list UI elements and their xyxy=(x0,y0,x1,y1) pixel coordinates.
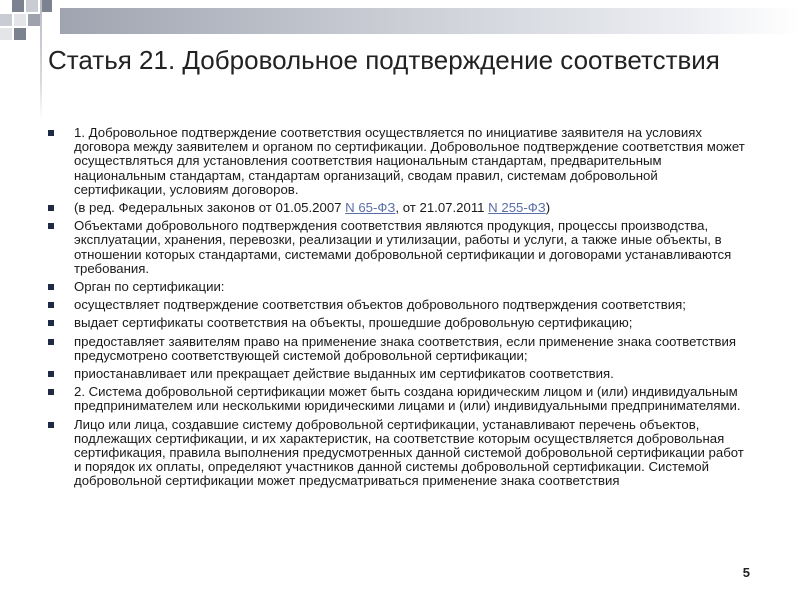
bullet-marker xyxy=(48,205,54,211)
slide-title: Статья 21. Добровольное подтверждение соответствия xyxy=(48,45,720,75)
bullet-marker xyxy=(48,284,54,290)
item-text: Орган по сертификации: xyxy=(74,279,225,295)
list-item xyxy=(48,298,752,312)
law-link-255[interactable]: N 255-ФЗ xyxy=(488,200,546,216)
slide-number: 5 xyxy=(742,565,750,580)
header-gradient-band xyxy=(60,8,800,34)
list-item xyxy=(48,126,752,197)
item-text: предоставляет заявителям право на применение знака соответствия, если применение знака соответствия предусмотрено соответствующей системой добровольной сертификации; xyxy=(74,333,737,363)
list-item xyxy=(48,335,752,363)
deco-square xyxy=(12,0,24,12)
item-text: Объектами добровольного подтверждения соответствия являются продукция, процессы производства, эксплуатации, хранения, перевозки, реализации и утилизации, работы и услуги, а также иные объекты, в отношении которых стандартами, системами добровольной сертификации и договорами устанавливаются требования. xyxy=(74,218,732,276)
deco-square xyxy=(0,28,12,40)
bullet-marker xyxy=(48,339,54,345)
deco-square xyxy=(14,14,26,26)
list-item xyxy=(48,219,752,276)
list-item xyxy=(48,201,752,215)
item-text: выдает сертификаты соответствия на объекты, прошедшие добровольную сертификацию; xyxy=(74,315,633,331)
list-item xyxy=(48,280,752,294)
list-item xyxy=(48,367,752,381)
bullet-marker xyxy=(48,371,54,377)
list-item xyxy=(48,418,752,489)
item-text-mid: , от 21.07.2011 xyxy=(395,200,489,216)
law-link-65[interactable]: N 65-ФЗ xyxy=(345,200,396,216)
bullet-marker xyxy=(48,389,54,395)
bullet-marker xyxy=(48,130,54,136)
left-vertical-line xyxy=(40,0,42,120)
deco-square xyxy=(28,14,40,26)
list-item xyxy=(48,316,752,330)
item-text: 1. Добровольное подтверждение соответствия осуществляется по инициативе заявителя на условиях договора между заявителем и органом по сертификации. Добровольное подтверждение соответствия может осуществляться для установления соответствия национальным стандартам, предварительным национальным стандартам, стандартам организаций, сводам правил, системам добровольной сертификации, условиям договоров. xyxy=(74,125,745,197)
item-text-pre: (в ред. Федеральных законов от 01.05.2007 xyxy=(74,200,346,216)
item-text: осуществляет подтверждение соответствия объектов добровольного подтверждения соответствия; xyxy=(74,297,686,313)
item-text: приостанавливает или прекращает действие выданных им сертификатов соответствия. xyxy=(74,366,614,382)
bullet-marker xyxy=(48,223,54,229)
item-text: Лицо или лица, создавшие систему добровольной сертификации, устанавливают перечень объектов, подлежащих сертификации, и их характеристик, на соответствие которым осуществляется добровольная сертификация, правила выполнения предусмотренных данной системой добровольной сертификации работ и порядок их оплаты, определяют участников данной системы добровольной сертификации. Системой добровольной сертификации может предусматриваться применение знака соответствия xyxy=(74,416,744,489)
list-item xyxy=(48,385,752,413)
bullet-marker xyxy=(48,302,54,308)
item-text: 2. Система добровольной сертификации может быть создана юридическим лицом и (или) индивидуальным предпринимателем или несколькими юридическими лицами и (или) индивидуальными предпринимателями. xyxy=(74,384,741,414)
bullet-marker xyxy=(48,422,54,428)
bullet-list xyxy=(48,126,752,493)
bullet-marker xyxy=(48,320,54,326)
deco-square xyxy=(26,0,38,12)
deco-square xyxy=(0,14,12,26)
item-text-post: ) xyxy=(545,200,551,216)
deco-square xyxy=(14,28,26,40)
